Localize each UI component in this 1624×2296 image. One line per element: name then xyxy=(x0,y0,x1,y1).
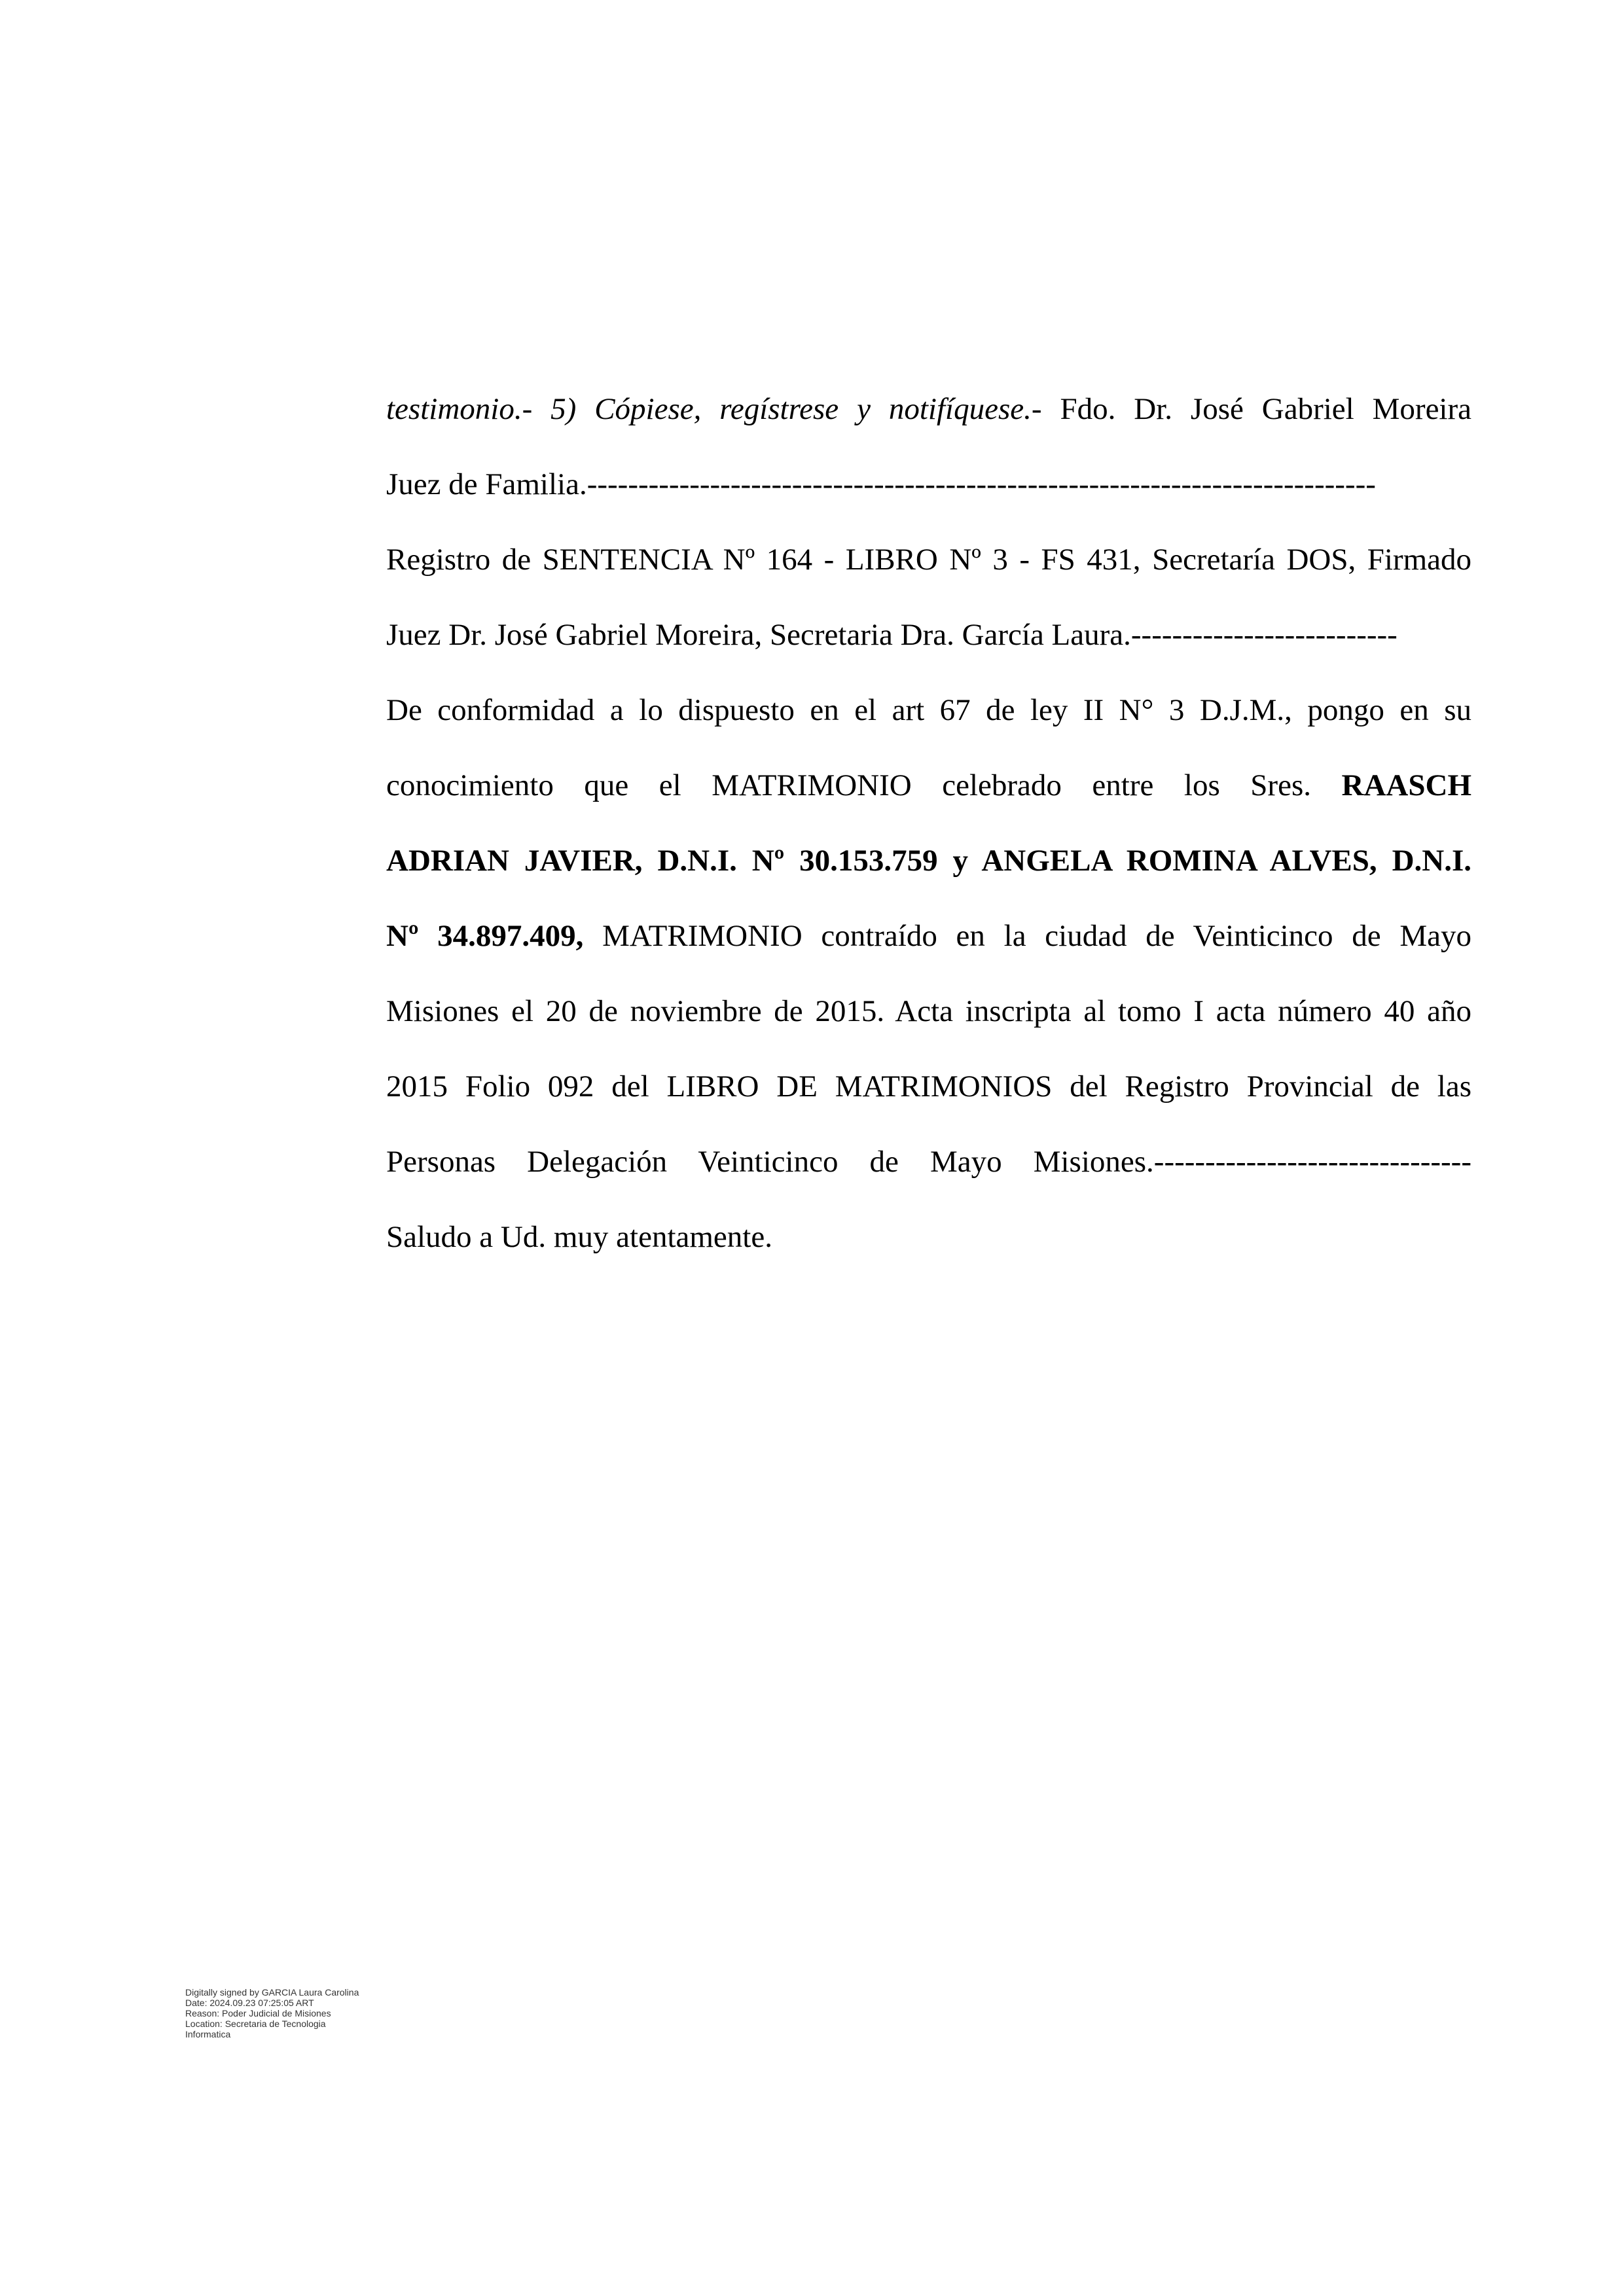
text-line-8 xyxy=(386,899,1471,974)
text-line-10 xyxy=(386,1049,1471,1124)
line-segment: Personas Delegación Veinticinco de Mayo Misiones.------------------------------- xyxy=(386,1145,1471,1179)
text-line-9 xyxy=(386,974,1471,1049)
text-line-3 xyxy=(386,522,1471,598)
line-segment: Juez de Familia.----------------------------------------------------------------------------- xyxy=(386,467,1376,501)
line-segment: RAASCH xyxy=(1341,768,1471,802)
line-segment: Juez Dr. José Gabriel Moreira, Secretaria Dra. García Laura.-------------------------- xyxy=(386,618,1398,652)
line-segment: De conformidad a lo dispuesto en el art 67 de ley II N° 3 D.J.M., pongo en su xyxy=(386,693,1471,727)
line-segment: conocimiento que el MATRIMONIO celebrado entre los Sres. xyxy=(386,768,1342,802)
text-line-4 xyxy=(386,598,1471,673)
line-segment: Registro de SENTENCIA Nº 164 - LIBRO Nº 3 - FS 431, Secretaría DOS, Firmado xyxy=(386,543,1471,577)
signature-line: Digitally signed by GARCIA Laura Carolina xyxy=(185,1987,359,1998)
line-segment: Saludo a Ud. muy atentamente. xyxy=(386,1220,772,1254)
line-segment: 2015 Folio 092 del LIBRO DE MATRIMONIOS del Registro Provincial de las xyxy=(386,1069,1471,1103)
line-segment: Misiones el 20 de noviembre de 2015. Acta inscripta al tomo I acta número 40 año xyxy=(386,994,1471,1028)
line-segment: MATRIMONIO contraído en la ciudad de Veinticinco de Mayo xyxy=(583,919,1471,953)
text-line-1 xyxy=(386,372,1471,447)
line-segment: ADRIAN JAVIER, D.N.I. Nº 30.153.759 y ANGELA ROMINA ALVES, D.N.I. xyxy=(386,844,1471,878)
text-line-11 xyxy=(386,1124,1471,1200)
signature-line: Date: 2024.09.23 07:25:05 ART xyxy=(185,1998,314,2008)
line-segment: - Fdo. Dr. José Gabriel Moreira xyxy=(1031,392,1471,426)
signature-line: Location: Secretaria de Tecnologia xyxy=(185,2018,326,2029)
text-line-7 xyxy=(386,823,1471,899)
text-line-6 xyxy=(386,748,1471,823)
signature-line: Reason: Poder Judicial de Misiones xyxy=(185,2008,331,2018)
text-line-12 xyxy=(386,1200,1471,1275)
text-line-2 xyxy=(386,447,1471,522)
line-segment: testimonio.- 5) Cópiese, regístrese y notifíquese. xyxy=(386,392,1032,426)
signature-line: Informatica xyxy=(185,2029,231,2039)
document-body xyxy=(386,372,1471,1275)
text-line-5 xyxy=(386,673,1471,748)
digital-signature-block xyxy=(185,1987,359,2039)
line-segment: Nº 34.897.409, xyxy=(386,919,584,953)
